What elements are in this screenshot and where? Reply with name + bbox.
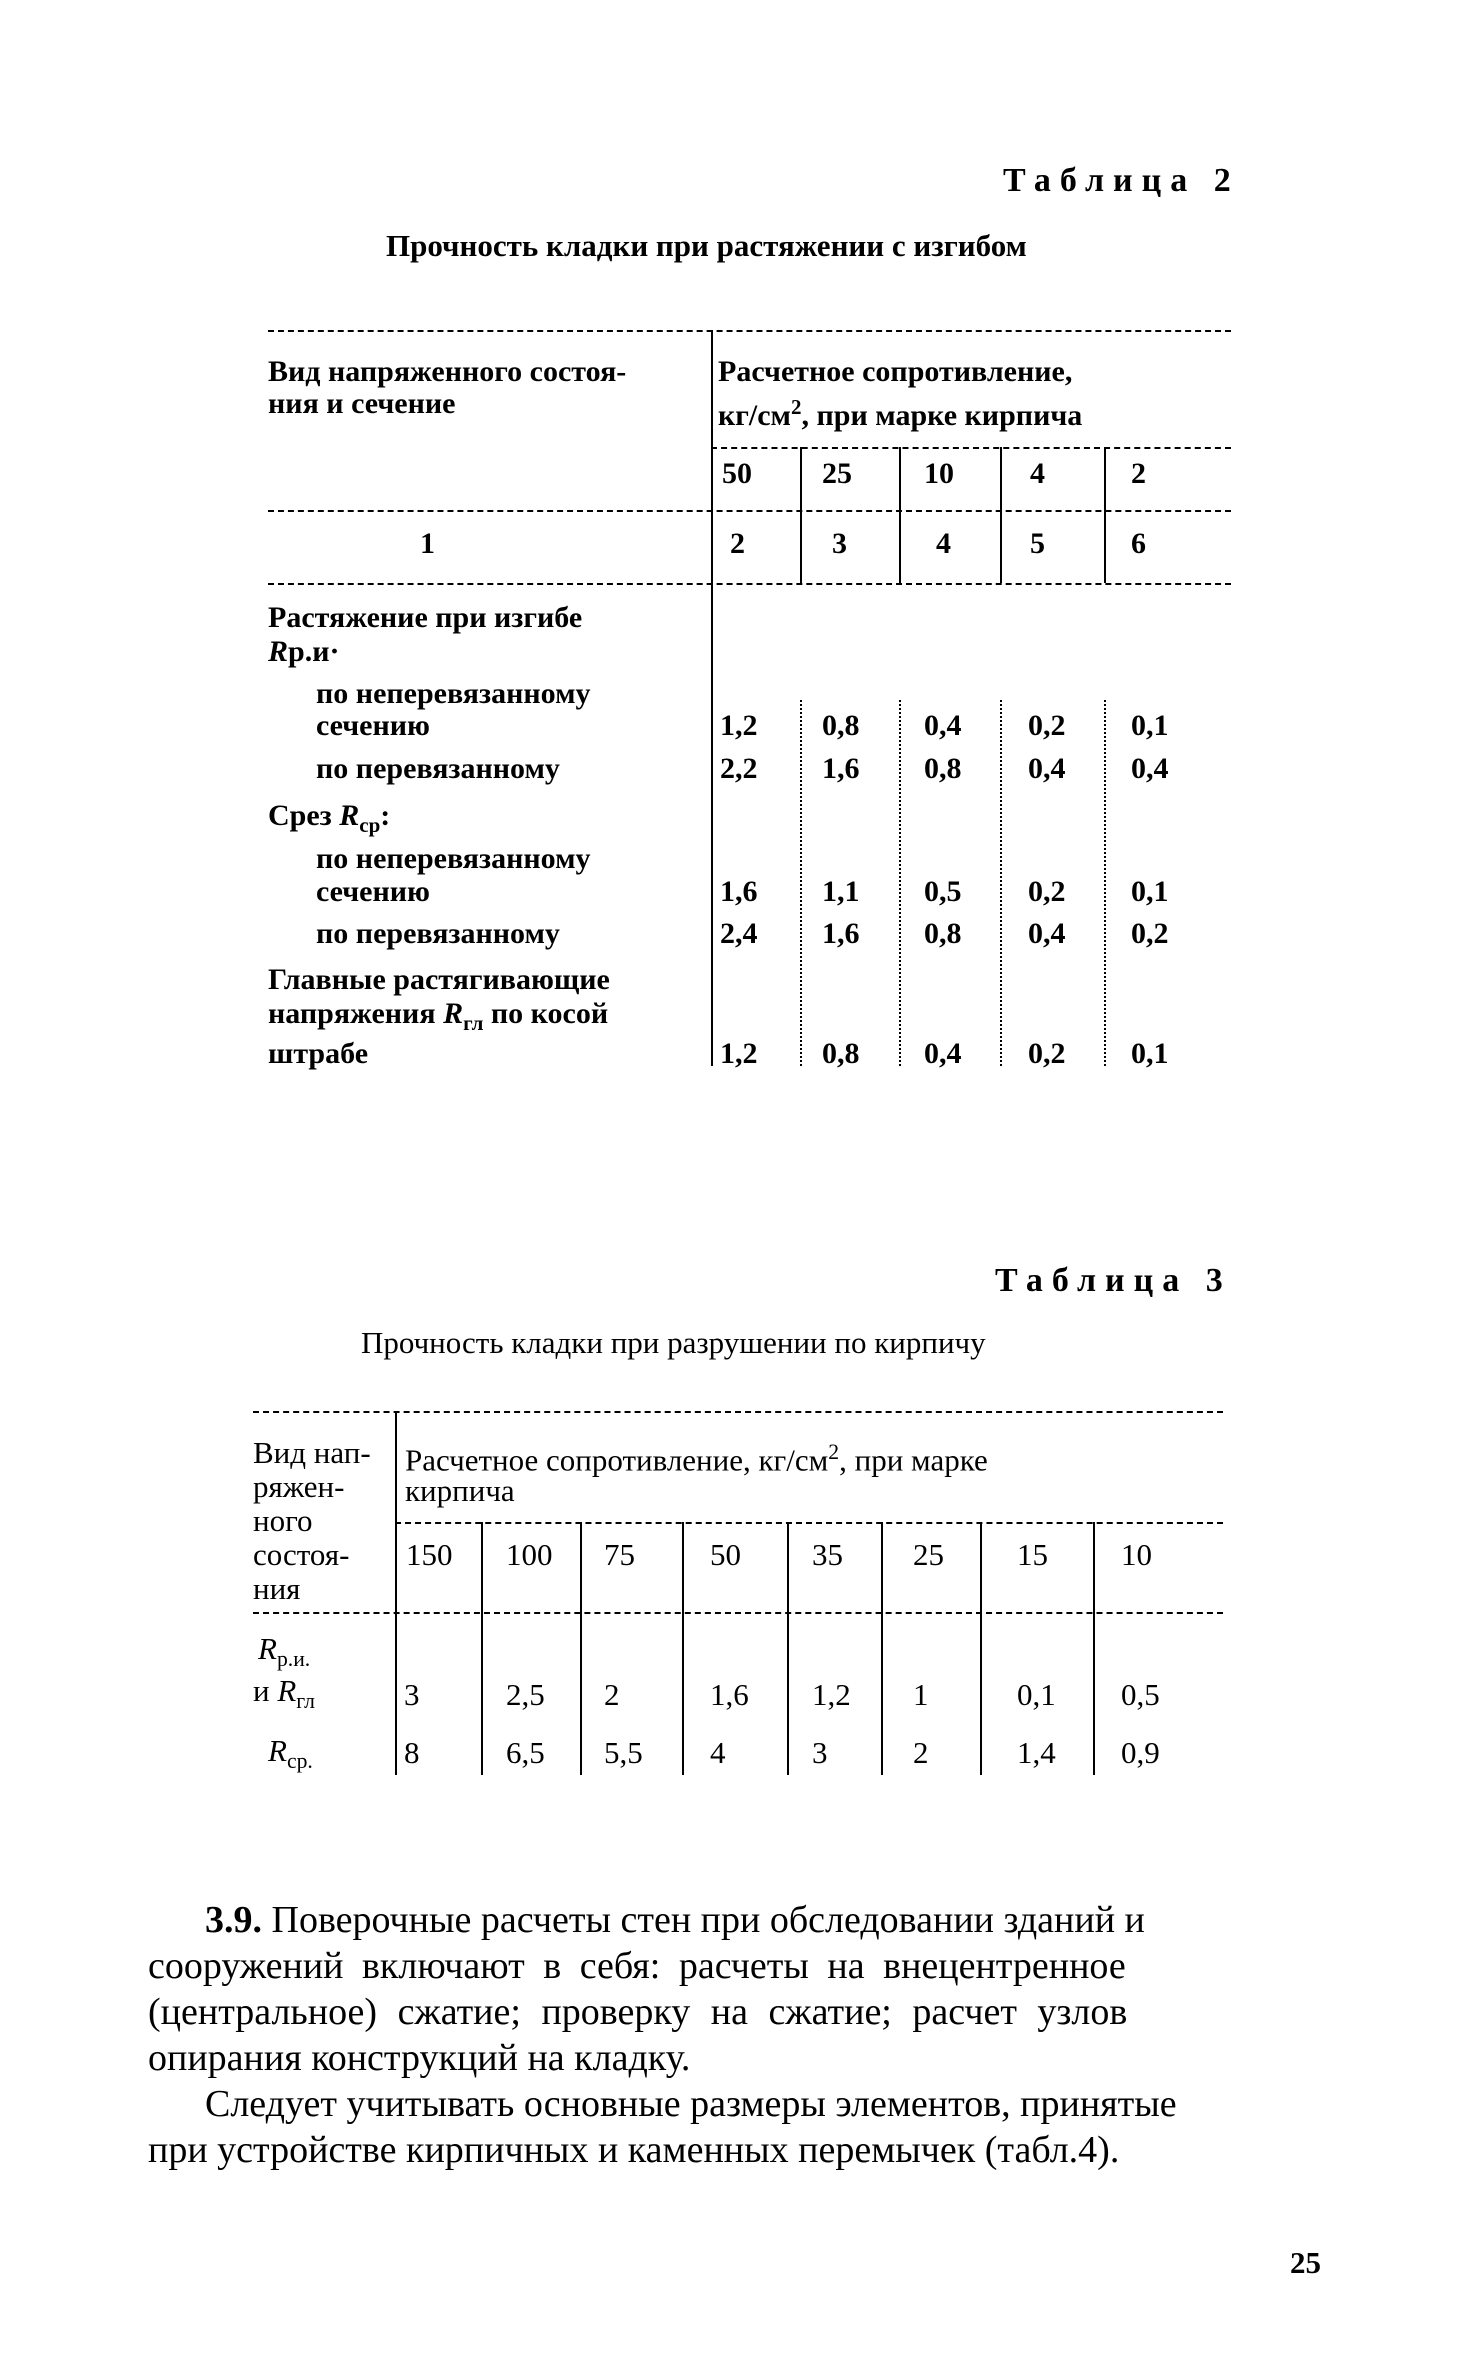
table2-r3-v2: 1,1 bbox=[822, 875, 860, 908]
table2-group2-title bbox=[268, 800, 390, 841]
table3-header-col1-line1: Вид нап- bbox=[253, 1435, 371, 1470]
table2-r2-label: по перевязанному bbox=[316, 752, 560, 785]
symbol-sub: гл bbox=[296, 1689, 315, 1714]
table3-r1-v1: 3 bbox=[404, 1677, 420, 1712]
table2-vline-5 bbox=[1104, 447, 1106, 583]
table3-vline-3 bbox=[580, 1522, 582, 1775]
table2-unit: кг/см bbox=[718, 399, 791, 432]
table2-vline-2b bbox=[800, 700, 802, 1066]
symbol-tail: : bbox=[380, 799, 391, 832]
table3-label: Таблица 3 bbox=[995, 1262, 1232, 1299]
table3-vline-7 bbox=[980, 1522, 982, 1775]
symbol-sub: р.и bbox=[288, 635, 330, 668]
table2-r1-v2: 0,8 bbox=[822, 709, 860, 742]
table3-rule-grades bbox=[395, 1522, 1223, 1524]
table3-title: Прочность кладки при разрушении по кирпичу bbox=[361, 1325, 986, 1360]
paragraph-1-line-4: опирания конструкций на кладку. bbox=[148, 2037, 691, 2079]
table2-colnum-6: 6 bbox=[1131, 527, 1146, 560]
table2-r5-label-a: Главные растягивающие bbox=[268, 963, 610, 996]
table2-r1-v1: 1,2 bbox=[720, 709, 758, 742]
table2-vline-main bbox=[711, 330, 713, 1066]
table2-r4-v5: 0,2 bbox=[1131, 917, 1169, 950]
table3-grade-3: 75 bbox=[604, 1537, 635, 1572]
table3-unit-tail: , при марке bbox=[839, 1442, 988, 1478]
group2-word: Срез bbox=[268, 799, 332, 832]
table3-r2-v8: 0,9 bbox=[1121, 1735, 1160, 1770]
table2-r5-label-b bbox=[268, 998, 608, 1039]
and-word: и bbox=[253, 1673, 270, 1708]
symbol-tail: · bbox=[329, 635, 340, 668]
table2-vline-3 bbox=[899, 447, 901, 583]
table2-r3-v4: 0,2 bbox=[1028, 875, 1066, 908]
clause-number: 3.9. bbox=[205, 1899, 262, 1941]
table3-vline-5 bbox=[787, 1522, 789, 1775]
paragraph-2-line-2: при устройстве кирпичных и каменных перемычек (табл.4). bbox=[148, 2129, 1120, 2171]
table2-vline-4 bbox=[1000, 447, 1002, 583]
table3-vline-main bbox=[395, 1411, 397, 1775]
table2-colnum-5: 5 bbox=[1030, 527, 1045, 560]
table2-header-col1-line2: ния и сечение bbox=[268, 387, 456, 420]
table2-r2-v2: 1,6 bbox=[822, 752, 860, 785]
table2-r4-v4: 0,4 bbox=[1028, 917, 1066, 950]
symbol-sub: ср bbox=[359, 813, 381, 837]
table2-r5-v3: 0,4 bbox=[924, 1037, 962, 1070]
symbol-sub: гл bbox=[463, 1011, 484, 1035]
table2-header-col2-line1: Расчетное сопротивление, bbox=[718, 355, 1073, 388]
table2-header-col1-line1: Вид напряженного состоя- bbox=[268, 355, 627, 388]
table2-label: Таблица 2 bbox=[1003, 162, 1240, 199]
table2-r4-v2: 1,6 bbox=[822, 917, 860, 950]
paragraph-1-line-2: сооружений включают в себя: расчеты на внецентренное bbox=[148, 1945, 1126, 1987]
table3-r1-label-a bbox=[258, 1632, 310, 1676]
table3-vline-8 bbox=[1093, 1522, 1095, 1775]
table2-vline-3b bbox=[899, 700, 901, 1066]
table2-vline-5b bbox=[1104, 700, 1106, 1066]
symbol-r: R bbox=[268, 1733, 287, 1768]
table2-r1-v4: 0,2 bbox=[1028, 709, 1066, 742]
symbol-r: R bbox=[443, 997, 464, 1030]
symbol-r: R bbox=[268, 635, 289, 668]
table2-vline-2 bbox=[800, 447, 802, 583]
table3-vline-2 bbox=[481, 1522, 483, 1775]
table3-r2-v4: 4 bbox=[710, 1735, 726, 1770]
table2-rule-top bbox=[268, 330, 1231, 332]
table3-grade-5: 35 bbox=[812, 1537, 843, 1572]
table2-grade-4: 4 bbox=[1030, 457, 1045, 490]
page-number: 25 bbox=[1290, 2245, 1321, 2280]
table2-grade-5: 2 bbox=[1131, 457, 1146, 490]
table2-rule-header bbox=[268, 510, 1231, 512]
table2-r1-label-b: сечению bbox=[316, 709, 430, 742]
table3-r1-v4: 1,6 bbox=[710, 1677, 749, 1712]
paragraph-1-line-3: (центральное) сжатие; проверку на сжатие; расчет узлов bbox=[148, 1991, 1128, 2033]
table2-r4-v3: 0,8 bbox=[924, 917, 962, 950]
table2-colnum-3: 3 bbox=[832, 527, 847, 560]
table2-unit-sup: 2 bbox=[791, 395, 802, 419]
table2-grade-1: 50 bbox=[722, 457, 752, 490]
table2-r5-v1: 1,2 bbox=[720, 1037, 758, 1070]
table2-r3-v1: 1,6 bbox=[720, 875, 758, 908]
table3-r1-v6: 1 bbox=[913, 1677, 929, 1712]
table3-r1-v8: 0,5 bbox=[1121, 1677, 1160, 1712]
table2-colnum-4: 4 bbox=[936, 527, 951, 560]
table3-grade-7: 15 bbox=[1017, 1537, 1048, 1572]
r5-word: напряжения bbox=[268, 997, 436, 1030]
symbol-r: R bbox=[339, 799, 360, 832]
table3-vline-4 bbox=[682, 1522, 684, 1775]
table3-r2-v3: 5,5 bbox=[604, 1735, 643, 1770]
table3-r2-v7: 1,4 bbox=[1017, 1735, 1056, 1770]
symbol-sub: р.и. bbox=[276, 1647, 311, 1672]
table3-r2-v6: 2 bbox=[913, 1735, 929, 1770]
table2-unit-tail: , при марке кирпича bbox=[801, 399, 1083, 432]
table3-r1-v5: 1,2 bbox=[812, 1677, 851, 1712]
table3-grade-8: 10 bbox=[1121, 1537, 1152, 1572]
table3-r1-v3: 2 bbox=[604, 1677, 620, 1712]
table2-r3-label-b: сечению bbox=[316, 875, 430, 908]
table2-title: Прочность кладки при растяжении с изгибом bbox=[386, 228, 1027, 263]
table2-r4-v1: 2,4 bbox=[720, 917, 758, 950]
table2-r1-v3: 0,4 bbox=[924, 709, 962, 742]
table3-header-col1-line4: состоя- bbox=[253, 1537, 350, 1572]
table2-r3-v5: 0,1 bbox=[1131, 875, 1169, 908]
table3-header-col1-line5: ния bbox=[253, 1571, 301, 1606]
table2-r3-label-a: по неперевязанному bbox=[316, 842, 591, 875]
table3-rule-header bbox=[253, 1612, 1223, 1614]
r5-tail: по косой bbox=[490, 997, 609, 1030]
table2-r2-v5: 0,4 bbox=[1131, 752, 1169, 785]
table3-rule-top bbox=[253, 1411, 1223, 1413]
table2-r2-v1: 2,2 bbox=[720, 752, 758, 785]
table2-r4-label: по перевязанному bbox=[316, 917, 560, 950]
table2-header-col2-line2 bbox=[718, 392, 1082, 431]
table3-unit-sup: 2 bbox=[828, 1440, 840, 1464]
table3-r2-v2: 6,5 bbox=[506, 1735, 545, 1770]
table2-colnum-2: 2 bbox=[730, 527, 745, 560]
table2-r2-v4: 0,4 bbox=[1028, 752, 1066, 785]
table3-grade-6: 25 bbox=[913, 1537, 944, 1572]
paragraph-2-line-1: Следует учитывать основные размеры элементов, принятые bbox=[205, 2083, 1177, 2125]
table2-rule-numbers bbox=[268, 583, 1231, 585]
table3-unit: Расчетное сопротивление, кг/см bbox=[405, 1442, 829, 1478]
table2-r1-v5: 0,1 bbox=[1131, 709, 1169, 742]
table3-header-col1-line3: ного bbox=[253, 1503, 313, 1538]
table3-grade-4: 50 bbox=[710, 1537, 741, 1572]
table3-r2-v1: 8 bbox=[404, 1735, 420, 1770]
table3-grade-1: 150 bbox=[406, 1537, 453, 1572]
symbol-r: R bbox=[277, 1673, 297, 1708]
table2-colnum-1: 1 bbox=[420, 527, 435, 560]
table2-r5-v5: 0,1 bbox=[1131, 1037, 1169, 1070]
table3-r2-label bbox=[268, 1734, 313, 1778]
table3-header-col2-line2: кирпича bbox=[405, 1473, 515, 1508]
table2-r3-v3: 0,5 bbox=[924, 875, 962, 908]
paragraph-1-line-1 bbox=[205, 1897, 1145, 1943]
table2-rule-grades bbox=[711, 447, 1231, 449]
table3-r1-v2: 2,5 bbox=[506, 1677, 545, 1712]
table3-header-col1-line2: ряжен- bbox=[253, 1469, 345, 1504]
table3-vline-6 bbox=[881, 1522, 883, 1775]
table2-group1-symbol bbox=[268, 636, 340, 667]
table3-r2-v5: 3 bbox=[812, 1735, 828, 1770]
table2-r5-v2: 0,8 bbox=[822, 1037, 860, 1070]
table3-r1-label-b bbox=[253, 1674, 315, 1718]
table3-r1-v7: 0,1 bbox=[1017, 1677, 1056, 1712]
table2-grade-2: 25 bbox=[822, 457, 852, 490]
table2-r5-label-d: штрабе bbox=[268, 1037, 369, 1070]
table2-vline-4b bbox=[1000, 700, 1002, 1066]
table3-grade-2: 100 bbox=[506, 1537, 553, 1572]
table3-header-col2-line1 bbox=[405, 1436, 988, 1476]
table2-r2-v3: 0,8 bbox=[924, 752, 962, 785]
table2-grade-3: 10 bbox=[924, 457, 954, 490]
p1-text: Поверочные расчеты стен при обследовании зданий и bbox=[271, 1899, 1145, 1941]
table2-group1-title: Растяжение при изгибе bbox=[268, 601, 583, 634]
table2-r1-label-a: по неперевязанному bbox=[316, 677, 591, 710]
symbol-r: R bbox=[258, 1631, 277, 1666]
symbol-sub: ср. bbox=[286, 1749, 313, 1774]
table2-r5-v4: 0,2 bbox=[1028, 1037, 1066, 1070]
